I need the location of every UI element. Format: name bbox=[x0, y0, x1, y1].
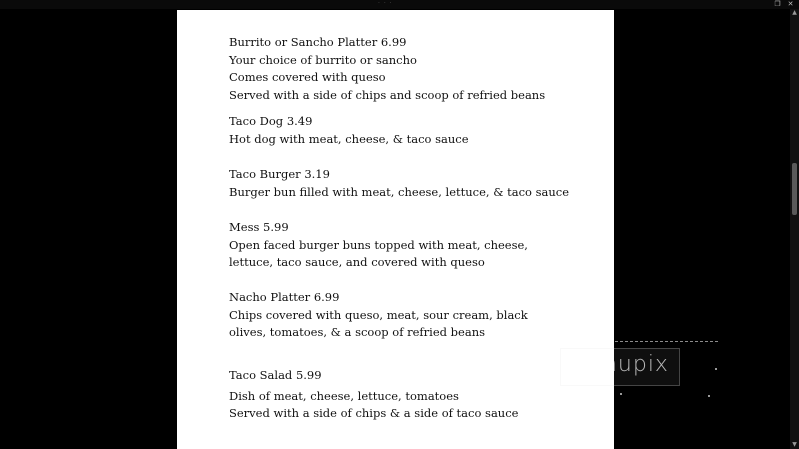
menu-item-taco-salad bbox=[229, 367, 518, 423]
watermark-divider bbox=[560, 341, 718, 342]
item-description: Burger bun filled with meat, cheese, lettuce, & taco sauce bbox=[229, 184, 570, 199]
watermark-dot bbox=[715, 368, 717, 370]
item-description: Served with a side of chips and scoop of refried beans bbox=[229, 87, 546, 102]
menu-item-burrito-platter bbox=[229, 34, 545, 104]
item-title: Taco Dog 3.49 bbox=[229, 114, 313, 128]
title-bar bbox=[0, 0, 799, 9]
menu-item-taco-dog bbox=[229, 113, 469, 148]
menu-page bbox=[177, 10, 614, 449]
item-description: Your choice of burrito or sancho bbox=[229, 52, 417, 67]
item-title: Taco Salad 5.99 bbox=[229, 368, 322, 382]
drag-handle-icon[interactable]: · · · bbox=[378, 0, 393, 7]
vertical-scrollbar[interactable] bbox=[790, 9, 799, 449]
restore-window-icon[interactable]: ❐ bbox=[774, 0, 781, 8]
scroll-down-icon[interactable]: ▼ bbox=[792, 441, 797, 448]
item-description: Served with a side of chips & a side of taco sauce bbox=[229, 406, 519, 420]
menu-item-mess bbox=[229, 219, 528, 272]
close-icon[interactable]: ✕ bbox=[787, 0, 794, 8]
item-description: Chips covered with queso, meat, sour cream, black bbox=[229, 307, 528, 322]
item-description: Hot dog with meat, cheese, & taco sauce bbox=[229, 131, 469, 146]
item-title: Taco Burger 3.19 bbox=[229, 167, 330, 181]
menu-item-taco-burger bbox=[229, 166, 569, 201]
scrollbar-thumb[interactable] bbox=[792, 163, 797, 215]
watermark-dot bbox=[620, 393, 622, 395]
scroll-up-icon[interactable]: ▲ bbox=[792, 9, 797, 16]
menu-item-nacho-platter bbox=[229, 289, 528, 342]
item-description: Dish of meat, cheese, lettuce, tomatoes bbox=[229, 388, 459, 403]
item-title: Nacho Platter 6.99 bbox=[229, 290, 340, 304]
watermark-dot bbox=[708, 395, 710, 397]
menupix-watermark bbox=[560, 338, 720, 398]
item-description: Open faced burger buns topped with meat, cheese, bbox=[229, 237, 528, 252]
item-description: Comes covered with queso bbox=[229, 70, 386, 84]
item-title: Burrito or Sancho Platter 6.99 bbox=[229, 35, 407, 49]
watermark-logo: menupix bbox=[566, 352, 669, 377]
item-description: olives, tomatoes, & a scoop of refried beans bbox=[229, 325, 485, 339]
item-description: lettuce, taco sauce, and covered with queso bbox=[229, 255, 485, 269]
item-title: Mess 5.99 bbox=[229, 220, 289, 234]
